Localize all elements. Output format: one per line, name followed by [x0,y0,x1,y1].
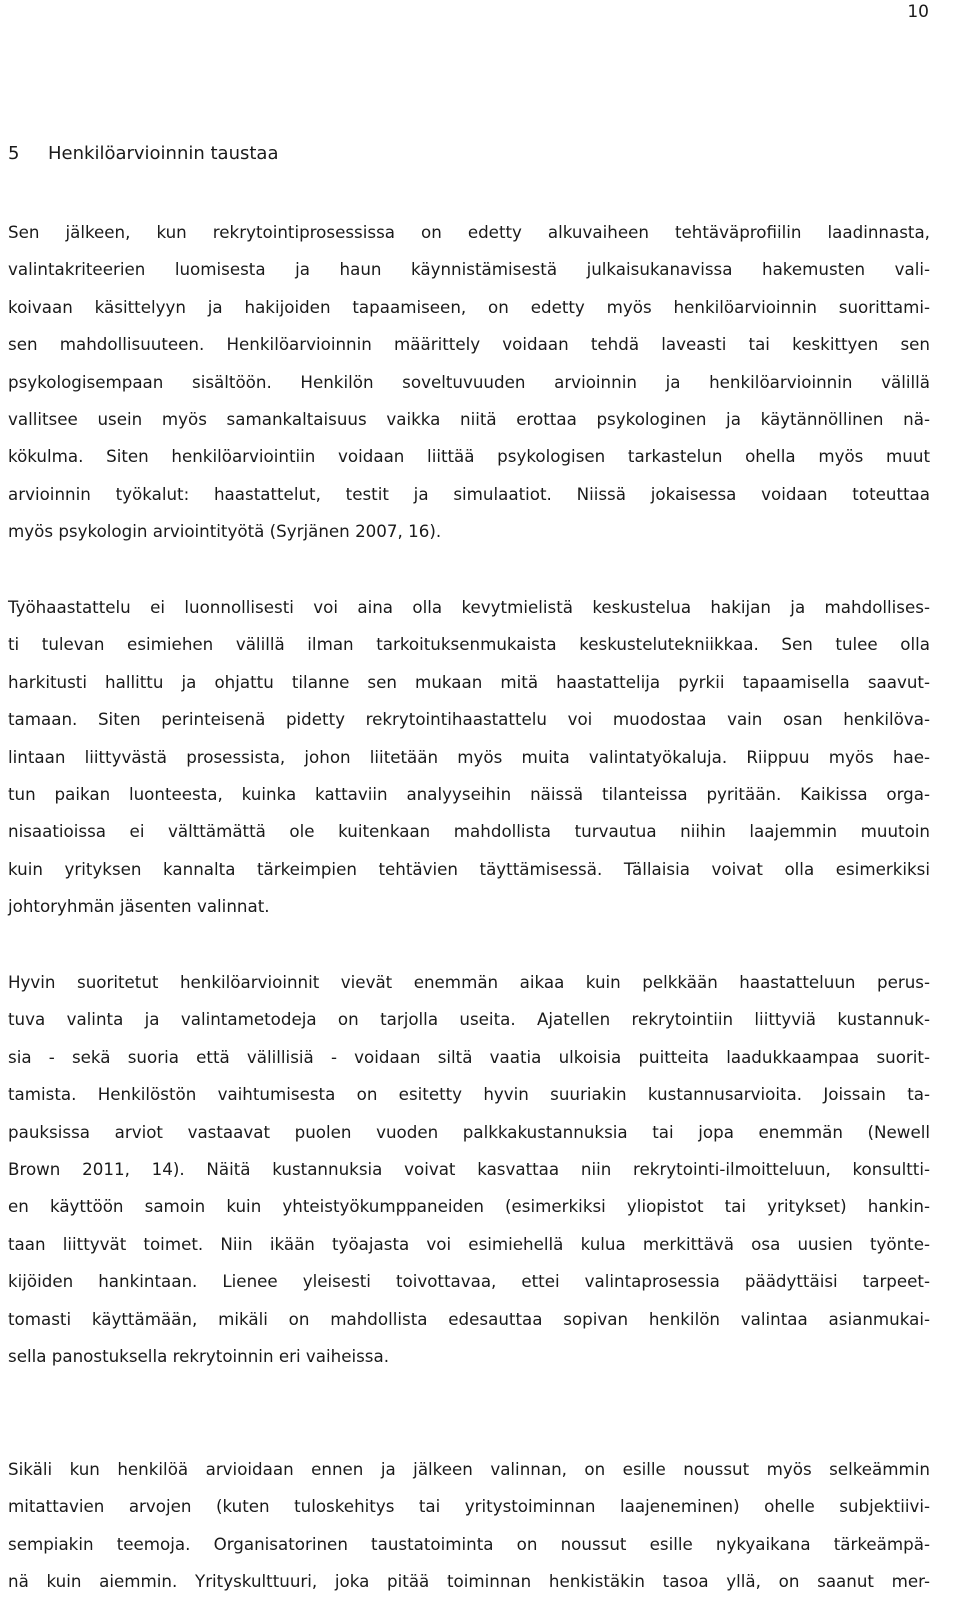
text-line: valintakriteerien luomisesta ja haun käynnistämisestä julkaisukanavissa hakemusten vali- [8,259,930,280]
text-line: nä kuin aiemmin. Yrityskulttuuri, joka pitää toiminnan henkistäkin tasoa yllä, on saanut mer- [8,1571,930,1592]
text-line: kuin yrityksen kannalta tärkeimpien tehtävien täyttämisessä. Tällaisia voivat olla esimerkiksi [8,858,930,879]
text-line: sella panostuksella rekrytoinnin eri vaiheissa. [8,1346,390,1367]
text-line: tun paikan luonteesta, kuinka kattaviin analyyseihin näissä tilanteissa pyritään. Kaikissa orga- [8,784,930,805]
text-line: Brown 2011, 14). Näitä kustannuksia voivat kasvattaa niin rekrytointi-ilmoitteluun, konsultti- [8,1159,930,1180]
text-line: Hyvin suoritetut henkilöarvioinnit vievät enemmän aikaa kuin pelkkään haastatteluun perus- [8,972,930,992]
text-line: myös psykologin arviointityötä (Syrjänen 2007, 16). [8,521,442,542]
text-line: tuva valinta ja valintametodeja on tarjolla useita. Ajatellen rekrytointiin liittyviä kustannuk- [8,1009,930,1030]
paragraph [8,589,930,926]
text-line: en käyttöön samoin kuin yhteistyökumppaneiden (esimerkiksi yliopistot tai yritykset) hankin- [8,1196,930,1217]
text-line: johtoryhmän jäsenten valinnat. [8,896,270,917]
section-heading [8,142,279,166]
paragraph [8,1451,930,1601]
text-line: mitattavien arvojen (kuten tuloskehitys tai yritystoiminnan laajeneminen) ohelle subjektiivi- [8,1496,930,1517]
text-line: ti tulevan esimiehen välillä ilman tarkoituksenmukaista keskustelutekniikkaa. Sen tulee olla [8,634,930,655]
text-line: Työhaastattelu ei luonnollisesti voi aina olla kevytmielistä keskustelua hakijan ja mahdollises- [8,597,930,617]
text-line: kökulma. Siten henkilöarviointiin voidaan liittää psykologisen tarkastelun ohella myös muut [8,446,930,467]
text-line: kijöiden hankintaan. Lienee yleisesti toivottavaa, ettei valintaprosessia päädyttäisi tarpeet- [8,1271,930,1292]
text-line: tamaan. Siten perinteisenä pidetty rekrytointihaastattelu voi muodostaa vain osan henkilöva- [8,709,930,730]
text-line: koivaan käsittelyyn ja hakijoiden tapaamiseen, on edetty myös henkilöarvioinnin suorittami- [8,296,930,317]
text-line: pauksissa arviot vastaavat puolen vuoden palkkakustannuksia tai jopa enemmän (Newell [8,1121,930,1142]
text-line: psykologisempaan sisältöön. Henkilön soveltuvuuden arvioinnin ja henkilöarvioinnin välillä [8,371,930,392]
text-line: Sen jälkeen, kun rekrytointiprosessissa on edetty alkuvaiheen tehtäväprofiilin laadinnasta, [8,222,930,242]
paragraph [8,214,930,551]
text-line: sen mahdollisuuteen. Henkilöarvioinnin määrittely voidaan tehdä laveasti tai keskittyen sen [8,334,930,355]
text-line: vallitsee usein myös samankaltaisuus vaikka niitä erottaa psykologinen ja käytännöllinen nä- [8,409,930,430]
text-line: arvioinnin työkalut: haastattelut, testit ja simulaatiot. Niissä jokaisessa voidaan toteuttaa [8,483,930,504]
text-line: tamista. Henkilöstön vaihtumisesta on esitetty hyvin suuriakin kustannusarvioita. Joissain ta- [8,1084,930,1105]
section-number: 5 [8,143,20,164]
paragraph [8,964,930,1375]
text-line: taan liittyvät toimet. Niin ikään työajasta voi esimiehellä kulua merkittävä osa uusien työnte- [8,1233,930,1254]
text-line: sempiakin teemoja. Organisatorinen taustatoiminta on noussut esille nykyaikana tärkeämpä- [8,1533,930,1554]
text-line: lintaan liittyvästä prosessista, johon liitetään myös muita valintatyökaluja. Riippuu myös hae- [8,746,930,767]
text-line: harkitusti hallittu ja ohjattu tilanne sen mukaan mitä haastattelija pyrkii tapaamisella saavut- [8,671,930,692]
page-number: 10 [907,2,929,22]
text-line: Sikäli kun henkilöä arvioidaan ennen ja jälkeen valinnan, on esille noussut myös selkeämmin [8,1459,930,1479]
text-line: nisaatioissa ei välttämättä ole kuitenkaan mahdollista turvautua niihin laajemmin muutoin [8,821,930,842]
text-line: tomasti käyttämään, mikäli on mahdollista edesauttaa sopivan henkilön valintaa asianmukai- [8,1308,930,1329]
text-line: sia - sekä suoria että välillisiä - voidaan siltä vaatia ulkoisia puitteita laadukkaampaa suorit- [8,1046,930,1067]
section-title: Henkilöarvioinnin taustaa [48,143,279,164]
